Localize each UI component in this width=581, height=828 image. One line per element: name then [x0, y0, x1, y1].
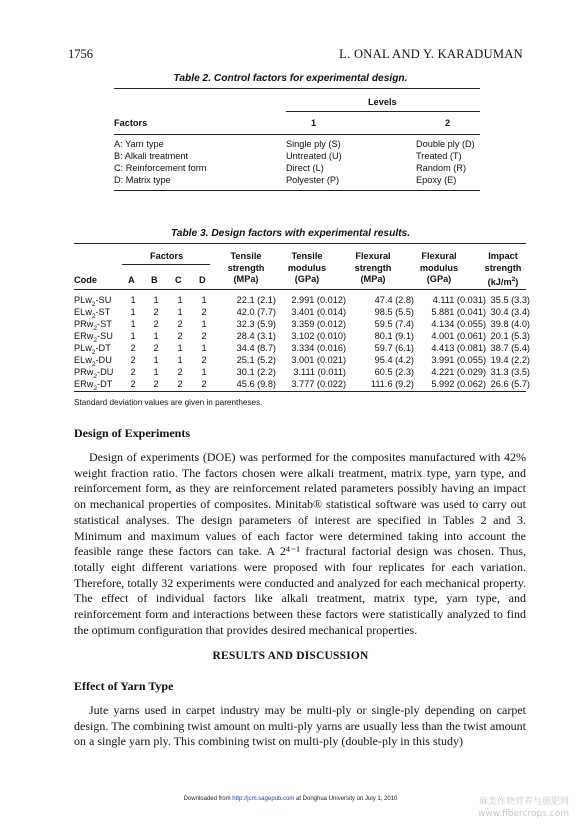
table3-cell-tm: 3.401 (0.014)	[291, 307, 346, 317]
table3-col-flexural-modulus	[408, 251, 470, 286]
table3-row	[74, 331, 530, 344]
table3-cell-a: 2	[130, 379, 136, 389]
table3-cell-b: 2	[153, 343, 159, 353]
table3-cell-c: 1	[177, 343, 183, 353]
header-line: (MPa)	[233, 274, 259, 284]
table3-cell-tm: 3.359 (0.012)	[291, 319, 346, 329]
table3-cell-a: 1	[130, 295, 136, 305]
watermark-line2: www.fibercrops.com	[478, 809, 569, 819]
table2-col-2: 2	[445, 118, 451, 128]
table3-cell-a: 2	[130, 343, 136, 353]
table2-factor: B: Alkali treatment	[114, 151, 189, 161]
header-line: modulus	[287, 262, 327, 273]
footer-link[interactable]: http://jcm.sagepub.com	[232, 796, 295, 802]
table3-cell-a: 1	[130, 331, 136, 341]
table3-cell-c: 1	[177, 307, 183, 317]
table3-footnote: Standard deviation values are given in parentheses.	[74, 398, 263, 407]
table2-row	[114, 139, 480, 151]
table3-col-code: Code	[74, 275, 97, 285]
table3-code: ERw$_2$-DT	[74, 379, 113, 392]
table3-cell-a: 2	[130, 367, 136, 377]
table3-col-a: A	[128, 275, 135, 285]
table2-row	[114, 175, 480, 187]
table3-cell-fs: 80.1 (9.1)	[374, 331, 414, 341]
table2-body	[114, 139, 480, 187]
table3-cell-ts: 34.4 (8.7)	[236, 343, 276, 353]
header-line: Flexural	[355, 251, 391, 261]
table2-factor: C: Reinforcement form	[114, 163, 207, 173]
table3-cell-c: 2	[177, 379, 183, 389]
table3-cell-ts: 42.0 (7.7)	[236, 307, 276, 317]
table3-cell-is: 26.6 (5.7)	[490, 379, 530, 389]
table3-cell-fs: 95.4 (4.2)	[374, 355, 414, 365]
footer-prefix: Downloaded from	[183, 796, 233, 802]
table3-cell-c: 2	[177, 331, 183, 341]
table3-top-rule	[74, 243, 526, 244]
table2-level2: Treated (T)	[416, 151, 462, 161]
table2-col-1: 1	[311, 118, 317, 128]
table3-cell-b: 2	[153, 307, 159, 317]
table3-cell-c: 1	[177, 295, 183, 305]
table3-cell-is: 20.1 (5.3)	[490, 331, 530, 341]
table3-cell-fm: 5.881 (0.041)	[431, 307, 486, 317]
table3-cell-is: 30.4 (3.4)	[490, 307, 530, 317]
table3-cell-fm: 3.991 (0.055)	[431, 355, 486, 365]
table3-col-impact-strength	[476, 251, 530, 289]
header-line: (GPa)	[426, 274, 452, 284]
table3-factors-label: Factors	[150, 251, 184, 261]
table3-row	[74, 307, 530, 320]
table3-cell-is: 35.5 (3.3)	[490, 295, 530, 305]
paragraph-yarn-type: Jute yarns used in carpet industry may be multi-ply or single-ply depending on carpet design. The combining twist amount on multi-ply yarns are usually less than the twist amount on a single yarn ply. This combining twist on multi-ply (double-ply in this study)	[74, 703, 526, 749]
section-heading-doe: Design of Experiments	[74, 426, 190, 440]
table2-row	[114, 151, 480, 163]
table3-cell-fs: 60.5 (2.3)	[374, 367, 414, 377]
section-heading-yarn-type: Effect of Yarn Type	[74, 679, 174, 693]
paragraph-doe: Design of experiments (DOE) was performed for the composites manufactured with 42% weight fraction ratio. The factors chosen were alkali treatment, matrix type, yarn type, and reinforcement form, as they are reinforcement related parameters possibly having an impact on mechanical properties of composites. Minitab® statistical software was used to carry out statistical analyses. The design parameters of interest are specified in Tables 2 and 3. Minimum and maximum values of each factor were determined taking into account the feasible range these factors can take. A 2⁴⁻¹ fractural factorial design was chosen. Thus, totally eight different variations were proposed with four replicates for each variation. Therefore, totally 32 experiments were conducted and analyzed for each mechanical property. The effect of individual factors like alkali treatment, matrix type, yarn type, and reinforcement form and interactions between these factors were statistically analyzed to find the optimum configuration that provides desired mechanical properties.	[74, 450, 526, 637]
header-line: strength	[354, 262, 392, 273]
table3-body	[74, 295, 530, 392]
table3-cell-fs: 59.5 (7.4)	[374, 319, 414, 329]
table3-code: PRw$_2$-ST	[74, 319, 112, 332]
table3-code: PLw$_2$-DT	[74, 343, 111, 356]
table3-cell-tm: 3.777 (0.022)	[291, 379, 346, 389]
table2-level1: Direct (L)	[286, 163, 324, 173]
table3-col-flexural-strength	[342, 251, 404, 286]
section-heading-results: RESULTS AND DISCUSSION	[212, 650, 369, 662]
header-line: strength	[227, 262, 265, 273]
table3-cell-fm: 4.413 (0.081)	[431, 343, 486, 353]
header-line: Tensile	[230, 251, 262, 261]
table2-level2: Random (R)	[416, 163, 467, 173]
table3-cell-d: 1	[201, 367, 207, 377]
table3-cell-b: 1	[153, 295, 159, 305]
table3-row	[74, 355, 530, 368]
table3-cell-d: 2	[201, 379, 207, 389]
table2-level1: Untreated (U)	[286, 151, 342, 161]
header-line: (GPa)	[294, 274, 320, 284]
watermark-line1: 麻类作物营养与施肥网	[478, 797, 569, 807]
table3-col-c: C	[175, 275, 182, 285]
table3-cell-b: 2	[153, 379, 159, 389]
table3-cell-ts: 45.6 (9.8)	[236, 379, 276, 389]
table2-top-rule	[114, 88, 480, 89]
table3-col-b: B	[151, 275, 158, 285]
table3-col-tensile-modulus	[274, 251, 340, 286]
table3-cell-d: 1	[201, 295, 207, 305]
table3-cell-c: 2	[177, 367, 183, 377]
table3-code: ELw$_2$-ST	[74, 307, 111, 320]
table3-cell-tm: 3.111 (0.011)	[293, 367, 346, 377]
table3-cell-d: 2	[201, 331, 207, 341]
table3-cell-is: 31.3 (3.5)	[490, 367, 530, 377]
table3-cell-fm: 4.001 (0.061)	[431, 331, 486, 341]
table3-caption: Table 3. Design factors with experimental results.	[170, 228, 411, 239]
page-number: 1756	[68, 47, 93, 61]
table3-col-d: D	[199, 275, 206, 285]
table2-level1: Polyester (P)	[286, 175, 340, 185]
table3-cell-fm: 4.221 (0.029)	[431, 367, 486, 377]
table3-cell-ts: 32.3 (5.9)	[236, 319, 276, 329]
table3-cell-tm: 3.334 (0.016)	[291, 343, 346, 353]
header-line: modulus	[419, 262, 459, 273]
table3-cell-d: 2	[201, 355, 207, 365]
table3-cell-fs: 111.6 (9.2)	[370, 379, 414, 389]
table3-cell-c: 2	[177, 319, 183, 329]
table2-level2: Double ply (D)	[416, 139, 475, 149]
header-line: Tensile	[291, 251, 323, 261]
table3-factors-rule	[122, 264, 210, 265]
table3-row	[74, 379, 530, 392]
table2-level2: Epoxy (E)	[416, 175, 457, 185]
header-line: Impact	[488, 251, 518, 261]
table3-cell-fm: 4.134 (0.055)	[431, 319, 486, 329]
table2-header-rule	[114, 134, 480, 135]
table3-cell-tm: 2.991 (0.012)	[291, 295, 346, 305]
table3-cell-fm: 4.111 (0.031)	[432, 295, 486, 305]
table2-caption: Table 2. Control factors for experimental design.	[173, 73, 408, 84]
table3-cell-ts: 22.1 (2.1)	[236, 295, 276, 305]
table3-cell-b: 1	[153, 355, 159, 365]
table3-cell-b: 2	[153, 319, 159, 329]
table3-cell-ts: 25.1 (5.2)	[236, 355, 276, 365]
table2-row	[114, 163, 480, 175]
table3-row	[74, 367, 530, 380]
table3-cell-fs: 59.7 (6.1)	[374, 343, 414, 353]
table3-cell-fs: 98.5 (5.5)	[374, 307, 414, 317]
table2-levels-label: Levels	[368, 97, 397, 107]
table3-cell-fm: 5.992 (0.062)	[431, 379, 486, 389]
table3-row	[74, 295, 530, 308]
table2-col-factors: Factors	[114, 118, 148, 128]
table3-cell-d: 1	[201, 343, 207, 353]
header-line: Flexural	[421, 251, 457, 261]
table3-row	[74, 343, 530, 356]
table2-factor: D: Matrix type	[114, 175, 171, 185]
running-header-authors: L. ONAL AND Y. KARADUMAN	[339, 47, 523, 61]
table3-cell-a: 2	[130, 355, 136, 365]
table3-cell-is: 19.4 (2.2)	[490, 355, 530, 365]
table3-cell-a: 1	[130, 307, 136, 317]
table3-cell-a: 1	[130, 319, 136, 329]
table3-row	[74, 319, 530, 332]
impact-unit: $(kJ/m^2)$	[487, 276, 519, 288]
header-line: (MPa)	[360, 274, 386, 284]
table2-levels-rule	[286, 111, 480, 112]
table3-cell-ts: 28.4 (3.1)	[236, 331, 276, 341]
table3-cell-tm: 3.102 (0.010)	[291, 331, 346, 341]
footer-suffix: at Donghua University on July 1, 2010	[294, 796, 398, 802]
table3-cell-d: 1	[201, 319, 207, 329]
table3-cell-b: 1	[153, 367, 159, 377]
table3-col-tensile-strength	[216, 251, 276, 286]
table3-cell-b: 1	[153, 331, 159, 341]
table3-cell-d: 2	[201, 307, 207, 317]
table3-cell-is: 38.7 (5.4)	[490, 343, 530, 353]
table3-cell-ts: 30.1 (2.2)	[236, 367, 276, 377]
table3-header-rule	[74, 289, 526, 290]
table3-code: PLw$_2$-SU	[74, 295, 112, 308]
table3-cell-is: 39.8 (4.0)	[490, 319, 530, 329]
table3-cell-fs: 47.4 (2.8)	[374, 295, 414, 305]
table2-level1: Single ply (S)	[286, 139, 341, 149]
table3-code: PRw$_2$-DU	[74, 367, 114, 380]
table3-code: ELw$_2$-DU	[74, 355, 112, 368]
table3-bottom-rule	[74, 391, 526, 392]
header-line: strength	[484, 262, 522, 273]
table2-bottom-rule	[114, 190, 480, 191]
watermark	[478, 796, 569, 820]
table3-code: ERw$_2$-SU	[74, 331, 113, 344]
table3-cell-tm: 3.001 (0.021)	[291, 355, 346, 365]
table3-cell-c: 1	[177, 355, 183, 365]
table2-factor: A: Yarn type	[114, 139, 164, 149]
